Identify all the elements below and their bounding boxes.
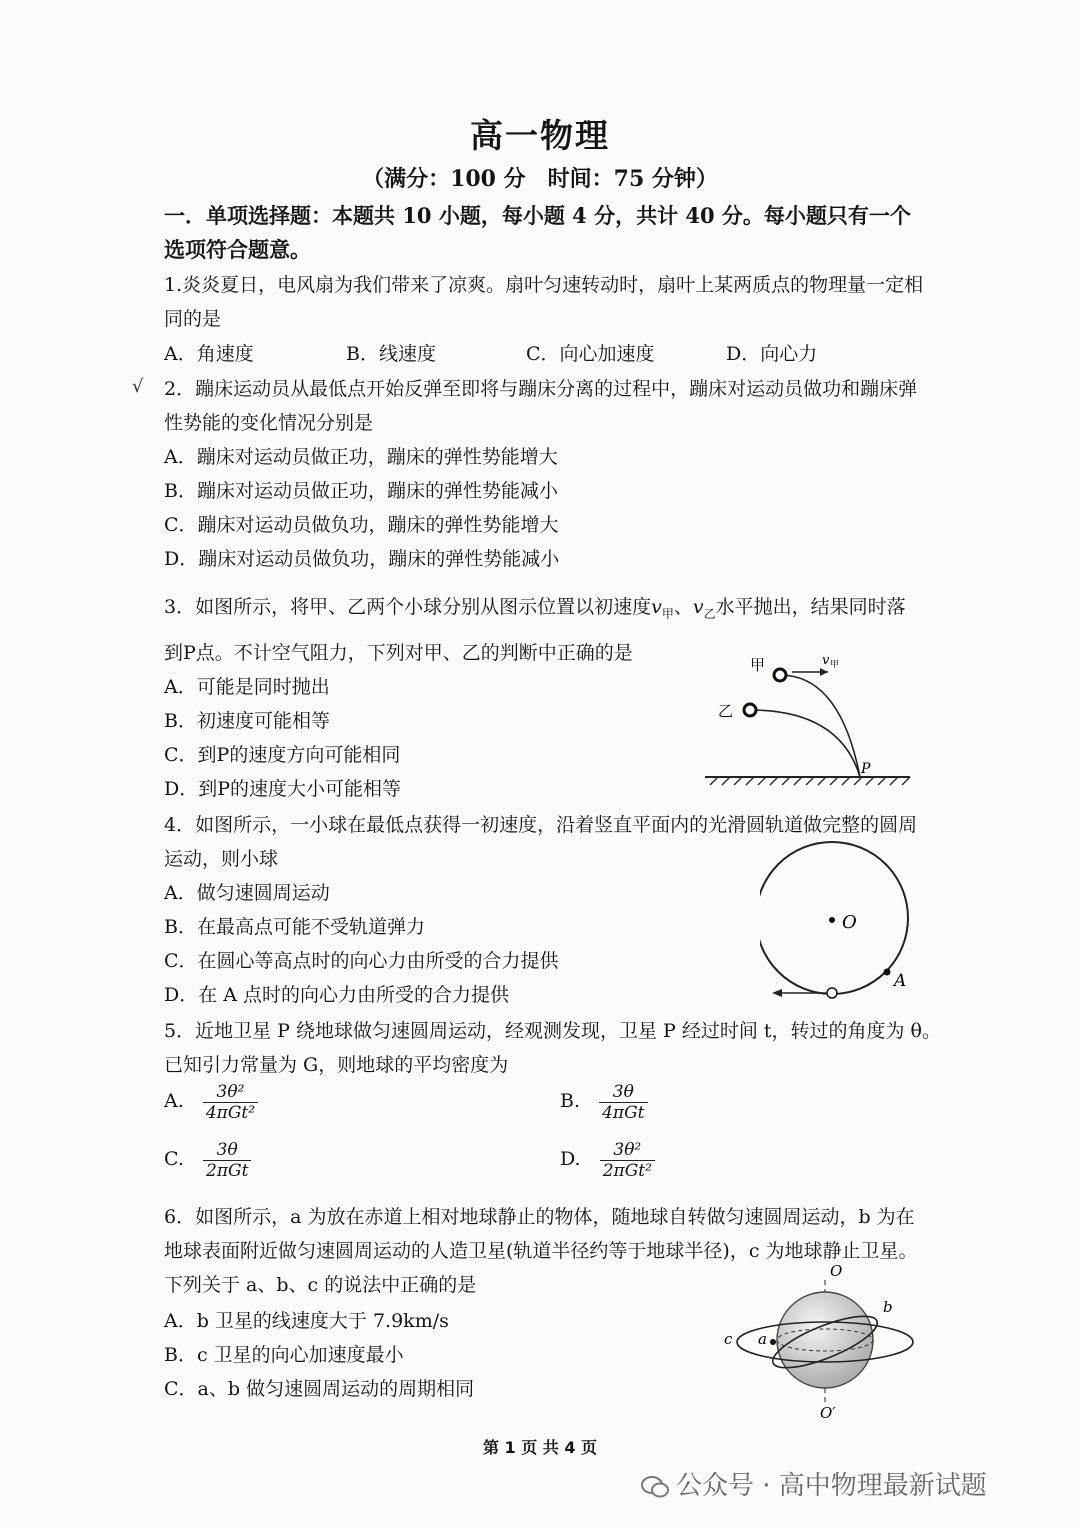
label-jia: 甲 [750,656,766,674]
q4-option-d: D．在 A 点时的向心力由所受的合力提供 [164,984,510,1006]
label-yi: 乙 [718,702,734,720]
q5-option-c-num: 3θ [203,1140,251,1161]
q3-projectile-figure [700,650,915,795]
q5-option-c-den: 2πGt [206,1161,249,1181]
page-title: 高一物理 [470,116,610,155]
velocity-arrowhead [820,668,828,676]
q5-option-b-num: 3θ [599,1082,647,1103]
label-o: O [830,1262,843,1280]
exam-info: （满分：100 分 时间：75 分钟） [362,166,718,192]
q1-option-b: B．线速度 [346,343,436,365]
q5-option-b [560,1082,648,1123]
q5-option-a-num: 3θ² [203,1082,258,1103]
q5-option-d [560,1140,655,1181]
center-point [829,917,835,923]
q2-stem-line2: 性势能的变化情况分别是 [164,412,374,434]
section-heading-line1: 一．单项选择题：本题共 10 小题，每小题 4 分，共计 40 分。每小题只有一个 [164,203,911,228]
point-a [884,969,891,976]
q3-stem-part1: 3．如图所示，将甲、乙两个小球分别从图示位置以初速度 [164,596,652,618]
ball-jia [774,669,786,681]
q6-stem-line3: 下列关于 a、b、c 的说法中正确的是 [164,1274,477,1296]
q5-option-d-label: D. [560,1148,581,1170]
q5-option-a-label: A. [164,1090,184,1112]
q5-option-c-label: C. [164,1148,184,1170]
q6-option-a: A．b 卫星的线速度大于 7.9km/s [164,1310,449,1332]
q5-option-d-num: 3θ² [600,1140,655,1161]
ball [827,988,837,998]
q3-stem-line2: 到P点。不计空气阻力，下列对甲、乙的判断中正确的是 [164,642,633,664]
q5-option-a-den: 4πGt² [205,1103,256,1123]
q3-option-b: B．初速度可能相等 [164,710,330,732]
q3-v-yi: v [692,596,704,618]
section-heading-line2: 选项符合题意。 [164,237,311,262]
q3-v-jia-sub: 甲 [661,606,674,621]
q6-option-b: B．c 卫星的向心加速度最小 [164,1344,404,1366]
q5-option-d-fraction [600,1140,655,1181]
object-a [770,1339,776,1345]
q5-option-c [164,1140,251,1181]
q1-option-a: A．角速度 [164,343,254,365]
q4-option-a: A．做匀速圆周运动 [164,882,330,904]
q5-option-b-fraction [599,1082,647,1123]
q2-option-b: B．蹦床对运动员做正功，蹦床的弹性势能减小 [164,480,558,502]
q2-stem-line1: 2．蹦床运动员从最低点开始反弹至即将与蹦床分离的过程中，蹦床对运动员做功和蹦床弹 [164,378,918,400]
q5-option-d-den: 2πGt² [602,1161,652,1181]
q3-stem-part2: 水平抛出，结果同时落 [715,596,906,618]
q3-v-yi-sub: 乙 [703,606,716,621]
q5-stem-line1: 5．近地卫星 P 绕地球做匀速圆周运动，经观测发现，卫星 P 经过时间 t，转过的角度为 θ。 [164,1020,941,1042]
q2-option-d: D．蹦床对运动员做负功，蹦床的弹性势能减小 [164,548,560,570]
handwritten-check-mark: √ [132,376,144,397]
label-c: c [724,1330,733,1348]
page-number: 第 1 页 共 4 页 [482,1438,598,1457]
q4-circle-track-figure [760,840,920,1005]
label-v-sub: 甲 [830,660,840,670]
label-o-prime: O′ [820,1404,836,1422]
q5-stem-line2: 已知引力常量为 G，则地球的平均密度为 [164,1054,509,1076]
initial-velocity-arrowhead [772,989,782,997]
q1-option-d: D．向心力 [726,343,818,365]
q2-option-c: C．蹦床对运动员做负功，蹦床的弹性势能增大 [164,514,559,536]
q3-option-a: A．可能是同时抛出 [164,676,330,698]
label-b: b [883,1298,893,1316]
q4-option-c: C．在圆心等高点时的向心力由所受的合力提供 [164,950,559,972]
q3-v-jia: v [651,596,662,618]
q1-stem-line1: 1.炎炎夏日，电风扇为我们带来了凉爽。扇叶匀速转动时，扇叶上某两质点的物理量一定相 [164,274,924,296]
q5-option-c-fraction [203,1140,251,1181]
wechat-icon [640,1474,670,1500]
q3-option-d: D．到P的速度大小可能相等 [164,778,402,800]
label-p: P [861,761,871,777]
q4-option-b: B．在最高点可能不受轨道弹力 [164,916,425,938]
label-a: a [758,1330,767,1348]
watermark-text: 公众号 · 高中物理最新试题 [676,1471,987,1501]
q3-option-c: C．到P的速度方向可能相同 [164,744,401,766]
label-v: v [822,653,830,668]
q6-stem-line2: 地球表面附近做匀速圆周运动的人造卫星(轨道半径约等于地球半径)，c 为地球静止卫星。 [164,1240,918,1262]
q1-stem-line2: 同的是 [164,308,222,330]
q6-option-c: C．a、b 做匀速圆周运动的周期相同 [164,1378,475,1400]
ground-hatching [710,777,910,785]
label-o: O [842,912,857,933]
q6-earth-satellite-figure [720,1262,915,1422]
earth [777,1292,873,1388]
q5-option-b-den: 4πGt [602,1103,645,1123]
q5-option-b-label: B. [560,1090,581,1112]
q5-option-a-fraction [203,1082,258,1123]
yi-trajectory [750,710,860,777]
ball-yi [744,704,756,716]
q3-stem-line1 [164,592,906,622]
watermark [640,1465,987,1502]
q4-stem-line2: 运动，则小球 [164,848,279,870]
label-a: A [894,971,907,991]
q3-separator: 、 [673,596,693,618]
q6-stem-line1: 6．如图所示，a 为放在赤道上相对地球静止的物体，随地球自转做匀速圆周运动，b 为在 [164,1206,915,1228]
q5-option-a [164,1082,258,1123]
q2-option-a: A．蹦床对运动员做正功，蹦床的弹性势能增大 [164,446,558,468]
q4-stem-line1: 4．如图所示，一小球在最低点获得一初速度，沿着竖直平面内的光滑圆轨道做完整的圆周 [164,814,918,836]
q1-option-c: C．向心加速度 [526,343,655,365]
